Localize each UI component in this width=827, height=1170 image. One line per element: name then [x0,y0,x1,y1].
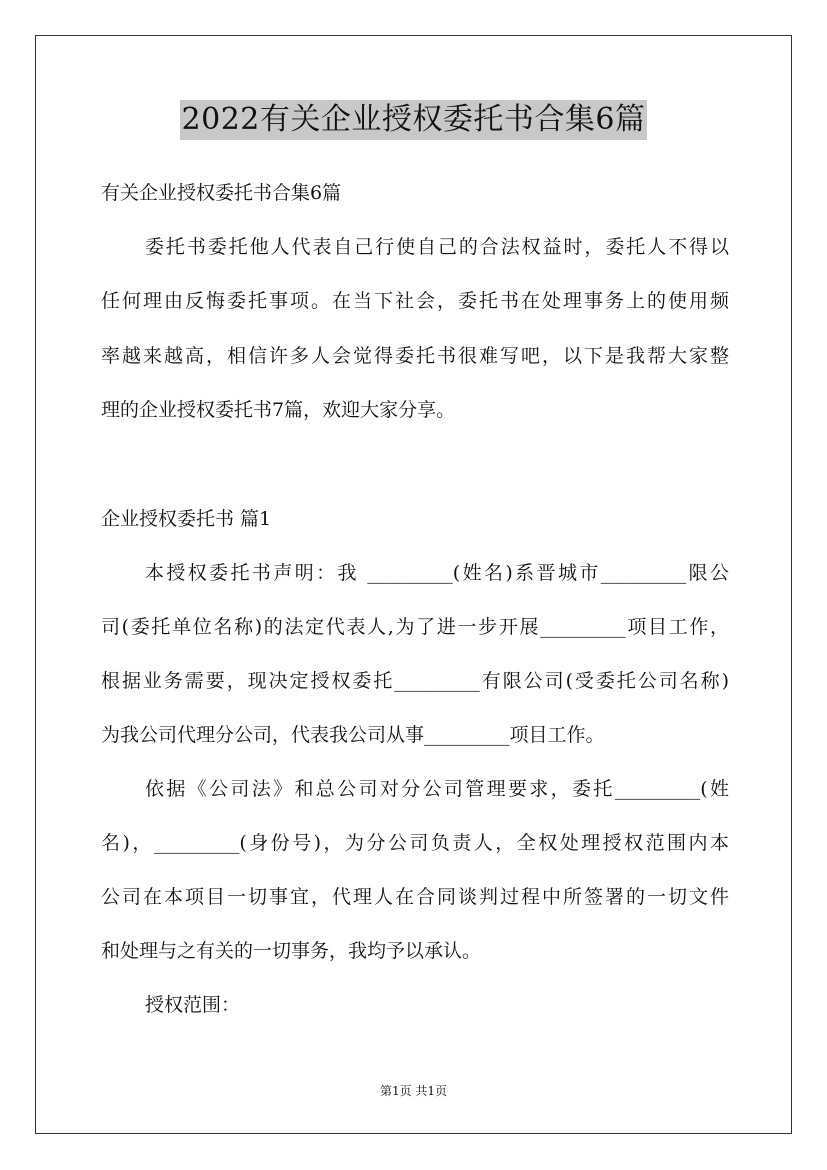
para1-line-3: 根据业务需要，现决定授权委托_________有限公司(受委托公司名称) [101,670,729,692]
para2-line-3: 公司在本项目一切事宜，代理人在合同谈判过程中所签署的一切文件 [101,886,729,908]
title-wrap [0,100,827,140]
para2-line-4: 和处理与之有关的一切事务，我均予以承认。 [101,940,482,962]
page-number: 第1页 共1页 [379,1084,448,1098]
para2-line-2: 名)，_________(身份号)，为分公司负责人，全权处理授权范围内本 [101,832,729,854]
para1-line-4: 为我公司代理分公司，代表我公司从事_________项目工作。 [101,724,605,746]
intro-line-4: 理的企业授权委托书7篇，欢迎大家分享。 [101,399,456,421]
para2-line-1: 依据《公司法》和总公司对分公司管理要求，委托_________(姓 [145,778,729,800]
para1-line-2: 司(委托单位名称)的法定代表人,为了进一步开展_________项目工作， [101,616,729,638]
document-subtitle: 有关企业授权委托书合集6篇 [101,182,342,204]
section1-heading: 企业授权委托书 篇1 [101,508,272,530]
para1-line-1: 本授权委托书声明：我 _________(姓名)系晋城市_________限公 [145,562,729,584]
page-footer [0,1083,827,1099]
intro-line-1: 委托书委托他人代表自己行使自己的合法权益时，委托人不得以 [145,236,729,258]
intro-line-3: 率越来越高，相信许多人会觉得委托书很难写吧，以下是我帮大家整 [101,345,729,367]
intro-line-2: 任何理由反悔委托事项。在当下社会，委托书在处理事务上的使用频 [101,290,729,312]
document-title: 2022有关企业授权委托书合集6篇 [180,100,648,140]
scope-label: 授权范围： [145,994,241,1016]
